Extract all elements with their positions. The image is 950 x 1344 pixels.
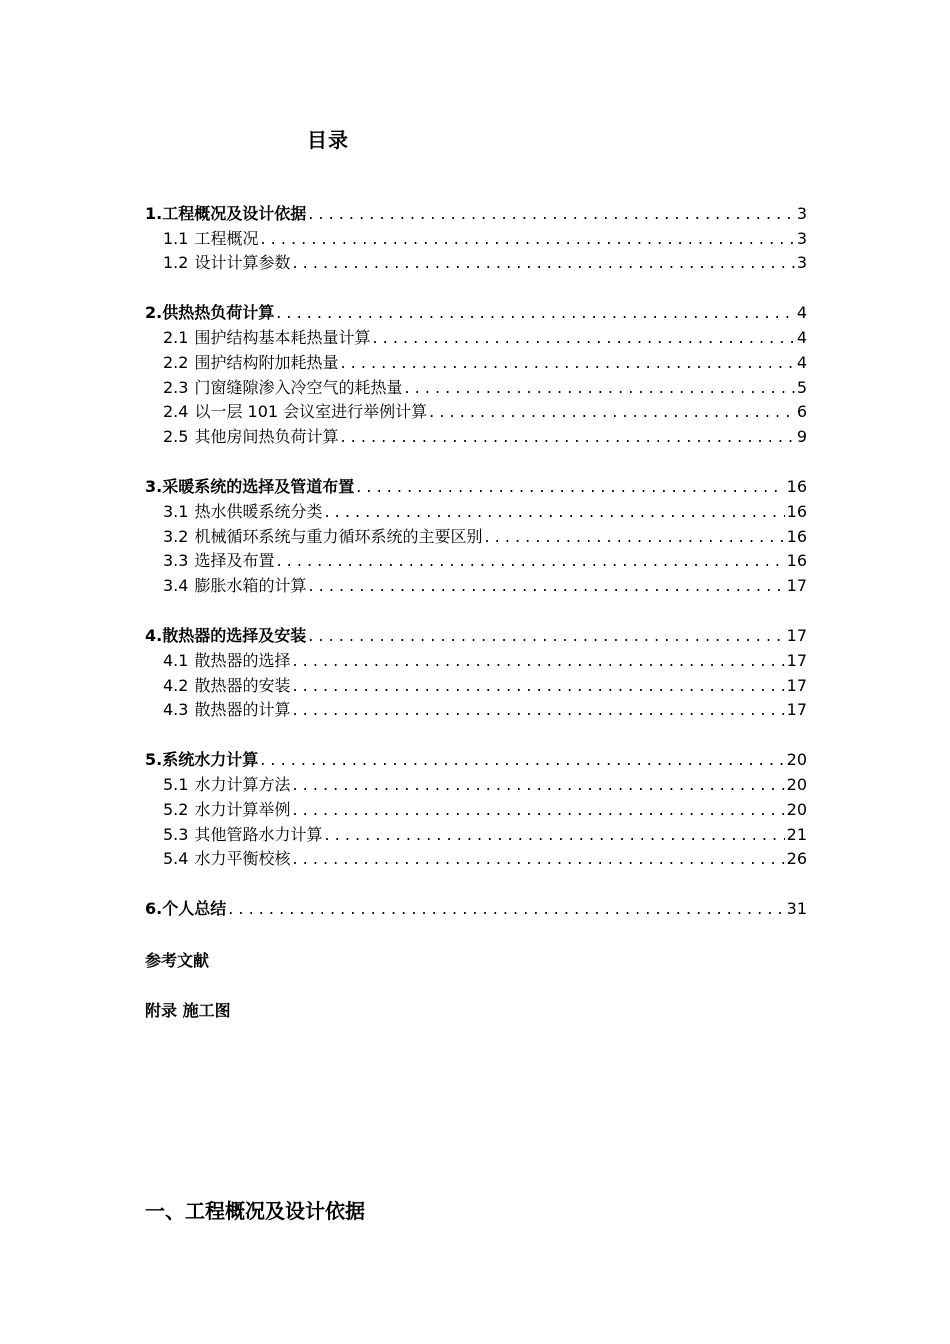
toc-title: 目录 [307,128,349,152]
toc-entry-label: 散热器的安装 [194,675,291,695]
toc-leader-dots [276,551,784,571]
toc-leader-dots [484,527,784,547]
toc-entry[interactable] [145,671,807,696]
toc-entry-label: 散热器的选择及安装 [162,625,307,645]
toc-entry-label: 选择及布置 [194,551,275,571]
toc-leader-dots [292,651,784,671]
toc-entry[interactable] [145,621,807,646]
toc-entry-page: 16 [786,551,807,571]
toc-leader-dots [308,204,795,224]
toc-entry-label: 散热器的选择 [194,650,291,670]
toc-leader-dots [292,849,784,869]
toc-leader-dots [260,229,794,249]
toc-entry[interactable] [145,646,807,671]
toc-entry[interactable] [145,696,807,721]
toc-entry-number: 5.1 [163,774,189,794]
toc-entry-page: 16 [786,476,807,496]
toc-leader-dots [292,700,784,720]
toc-leader-dots [372,328,794,348]
toc-entry[interactable] [145,745,807,770]
toc-entry-label: 采暖系统的选择及管道布置 [162,476,355,496]
toc-entry-page: 17 [786,675,807,695]
toc-leader-dots [308,626,784,646]
toc-entry[interactable] [145,497,807,522]
toc-entry[interactable] [145,845,807,870]
toc-entry-number: 4.3 [163,700,189,720]
toc-entry-page: 3 [796,228,807,248]
section-heading: 一、工程概况及设计依据 [145,1199,365,1223]
toc-entry-label: 围护结构基本耗热量计算 [194,327,371,347]
toc-entry-page: 5 [796,377,807,397]
toc-entry-number: 2. [145,303,163,323]
toc-entry[interactable] [145,770,807,795]
toc-entry-label: 个人总结 [162,899,227,919]
toc-entry-number: 2.2 [163,352,189,372]
toc-entry[interactable] [145,522,807,547]
toc-entry-page: 20 [786,750,807,770]
toc-entry-label: 散热器的计算 [194,700,291,720]
toc-entry-label: 膨胀水箱的计算 [194,576,307,596]
toc-leader-dots [276,303,795,323]
toc-entry-page: 17 [786,650,807,670]
toc-entry-page: 4 [796,303,807,323]
toc-entry-number: 4.1 [163,650,189,670]
toc-entry-number: 4.2 [163,675,189,695]
toc-leader-dots [260,750,784,770]
toc-entry-number: 6. [145,899,163,919]
toc-entry[interactable] [145,249,807,274]
toc-entry-label: 工程概况及设计依据 [162,203,307,223]
toc-entry-label: 水力平衡校核 [194,849,291,869]
toc-entry-label: 其他房间热负荷计算 [194,427,339,447]
toc-entry-number: 2.4 [163,402,189,422]
toc-entry-number: 5.2 [163,799,189,819]
toc-entry-page: 26 [786,849,807,869]
toc-leader-dots [324,825,784,845]
toc-entry-number: 1.1 [163,228,189,248]
toc-entry-label: 系统水力计算 [162,750,259,770]
toc-entry-page: 17 [786,576,807,596]
toc-entry[interactable] [145,348,807,373]
toc-entry-page: 20 [786,799,807,819]
toc-leader-dots [404,378,794,398]
toc-appendix[interactable]: 附录 施工图 [145,1001,231,1020]
toc-entry[interactable] [145,894,807,919]
toc-entry[interactable] [145,323,807,348]
toc-entry-page: 20 [786,774,807,794]
toc-entry-number: 5.4 [163,849,189,869]
toc-entry-label: 以一层 101 会议室进行举例计算 [194,402,428,422]
toc-entry[interactable] [145,820,807,845]
toc-leader-dots [292,253,794,273]
toc-leader-dots [228,899,784,919]
toc-entry[interactable] [145,373,807,398]
toc-leader-dots [292,775,784,795]
toc-entry-label: 供热热负荷计算 [162,303,275,323]
toc-entry[interactable] [145,795,807,820]
toc-entry[interactable] [145,422,807,447]
toc-entry-number: 3.2 [163,526,189,546]
toc-entry[interactable] [145,398,807,423]
toc-entry-page: 3 [796,203,807,223]
toc-entry[interactable] [145,571,807,596]
toc-entry-page: 21 [786,824,807,844]
toc-entry-label: 门窗缝隙渗入冷空气的耗热量 [194,377,403,397]
toc-entry-label: 热水供暖系统分类 [194,501,323,521]
toc-entry[interactable] [145,298,807,323]
toc-entry-page: 17 [786,700,807,720]
toc-leader-dots [429,402,795,422]
toc-entry-number: 1. [145,203,163,223]
toc-entry-number: 3.1 [163,501,189,521]
toc-references[interactable]: 参考文献 [145,951,210,970]
toc-leader-dots [292,800,784,820]
toc-entry-number: 2.1 [163,327,189,347]
toc-entry[interactable] [145,547,807,572]
toc-entry-page: 16 [786,526,807,546]
toc-entry-page: 3 [796,253,807,273]
toc-leader-dots [340,427,794,447]
toc-entry-label: 工程概况 [194,228,259,248]
toc-entry-number: 2.5 [163,427,189,447]
toc-entry-label: 水力计算举例 [194,799,291,819]
toc-entry-page: 9 [796,427,807,447]
toc-entry-label: 水力计算方法 [194,774,291,794]
toc-entry-number: 5.3 [163,824,189,844]
toc-entry-number: 1.2 [163,253,189,273]
toc-leader-dots [292,676,784,696]
toc-entry-label: 设计计算参数 [194,253,291,273]
toc-entry-number: 3. [145,476,163,496]
toc-entry-label: 围护结构附加耗热量 [194,352,339,372]
toc-entry[interactable] [145,224,807,249]
toc-entry-label: 机械循环系统与重力循环系统的主要区别 [194,526,483,546]
toc-leader-dots [308,576,784,596]
toc-entry-page: 31 [786,899,807,919]
toc-entry[interactable] [145,199,807,224]
table-of-contents [145,199,807,919]
toc-entry-number: 3.4 [163,576,189,596]
toc-entry-number: 3.3 [163,551,189,571]
toc-entry-page: 4 [796,352,807,372]
toc-entry-page: 17 [786,625,807,645]
toc-entry-page: 16 [786,501,807,521]
toc-leader-dots [356,477,784,497]
toc-leader-dots [324,502,784,522]
toc-entry-number: 4. [145,625,163,645]
toc-entry-page: 4 [796,327,807,347]
toc-entry-label: 其他管路水力计算 [194,824,323,844]
toc-entry-number: 5. [145,750,163,770]
toc-leader-dots [340,353,794,373]
toc-entry-number: 2.3 [163,377,189,397]
toc-entry[interactable] [145,472,807,497]
toc-entry-page: 6 [796,402,807,422]
